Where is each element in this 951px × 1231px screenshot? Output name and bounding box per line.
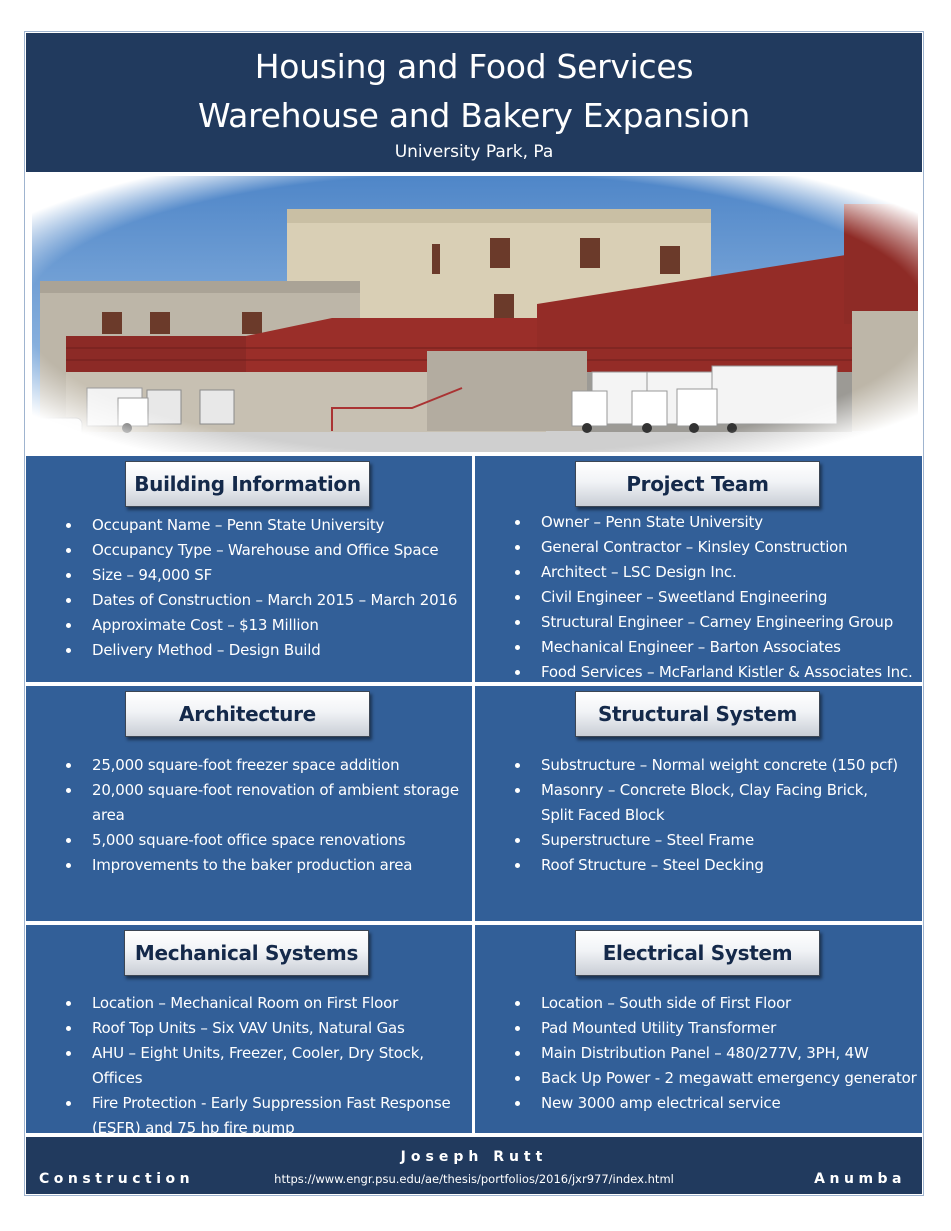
author-name: Joseph Rutt	[400, 1149, 548, 1165]
title-line-2: Warehouse and Bakery Expansion	[197, 96, 751, 135]
list-item: Pad Mounted Utility Transformer	[515, 1016, 917, 1041]
title-line-1: Housing and Food Services	[254, 47, 694, 86]
electrical-system-list	[515, 991, 917, 1116]
list-item: Mechanical Engineer – Barton Associates	[515, 635, 913, 660]
list-item: Structural Engineer – Carney Engineering Group	[515, 610, 913, 635]
mechanical-systems-title: Mechanical Systems	[124, 930, 369, 976]
structural-system-list	[515, 753, 898, 878]
advisor-label: Anumba	[814, 1171, 906, 1187]
mechanical-systems-list	[66, 991, 472, 1141]
option-label: Construction	[39, 1171, 195, 1187]
building-information-panel	[26, 456, 472, 682]
list-item: Masonry – Concrete Block, Clay Facing Brick, Split Faced Block	[515, 778, 898, 828]
list-item: Architect – LSC Design Inc.	[515, 560, 913, 585]
electrical-system-panel	[475, 925, 922, 1133]
list-item: Occupant Name – Penn State University	[66, 513, 457, 538]
list-item: AHU – Eight Units, Freezer, Cooler, Dry Stock, Offices	[66, 1041, 472, 1091]
list-item: Location – South side of First Floor	[515, 991, 917, 1016]
building-information-list	[66, 513, 457, 663]
page-footer	[26, 1137, 922, 1194]
building-information-title: Building Information	[125, 461, 370, 507]
list-item: Fire Protection - Early Suppression Fast Response (ESFR) and 75 hp fire pump	[66, 1091, 472, 1141]
mechanical-systems-panel	[26, 925, 472, 1137]
project-team-title: Project Team	[575, 461, 820, 507]
location-subtitle: University Park, Pa	[394, 142, 554, 162]
list-item: General Contractor – Kinsley Construction	[515, 535, 913, 560]
list-item: New 3000 amp electrical service	[515, 1091, 917, 1116]
list-item: Improvements to the baker production area	[66, 853, 459, 878]
list-item: Dates of Construction – March 2015 – March 2016	[66, 588, 457, 613]
list-item: Delivery Method – Design Build	[66, 638, 457, 663]
portfolio-url: https://www.engr.psu.edu/ae/thesis/portfolios/2016/jxr977/index.html	[274, 1172, 674, 1186]
list-item: Location – Mechanical Room on First Floor	[66, 991, 472, 1016]
list-item: 20,000 square-foot renovation of ambient storage area	[66, 778, 459, 828]
list-item: Size – 94,000 SF	[66, 563, 457, 588]
list-item: Occupancy Type – Warehouse and Office Space	[66, 538, 457, 563]
project-team-list	[515, 510, 913, 685]
list-item: Roof Top Units – Six VAV Units, Natural Gas	[66, 1016, 472, 1041]
architecture-title: Architecture	[125, 691, 370, 737]
list-item: 25,000 square-foot freezer space addition	[66, 753, 459, 778]
list-item: Roof Structure – Steel Decking	[515, 853, 898, 878]
structural-system-title: Structural System	[575, 691, 820, 737]
list-item: Substructure – Normal weight concrete (150 pcf)	[515, 753, 898, 778]
page-header	[26, 33, 922, 172]
list-item: 5,000 square-foot office space renovations	[66, 828, 459, 853]
project-team-panel	[475, 456, 922, 682]
building-photo	[32, 176, 918, 452]
list-item: Civil Engineer – Sweetland Engineering	[515, 585, 913, 610]
list-item: Owner – Penn State University	[515, 510, 913, 535]
architecture-panel	[26, 686, 472, 921]
list-item: Food Services – McFarland Kistler & Associates Inc.	[515, 660, 913, 685]
list-item: Main Distribution Panel – 480/277V, 3PH, 4W	[515, 1041, 917, 1066]
architecture-list	[66, 753, 459, 878]
electrical-system-title: Electrical System	[575, 930, 820, 976]
list-item: Approximate Cost – $13 Million	[66, 613, 457, 638]
structural-system-panel	[475, 686, 922, 921]
list-item: Superstructure – Steel Frame	[515, 828, 898, 853]
list-item: Back Up Power - 2 megawatt emergency generator	[515, 1066, 917, 1091]
